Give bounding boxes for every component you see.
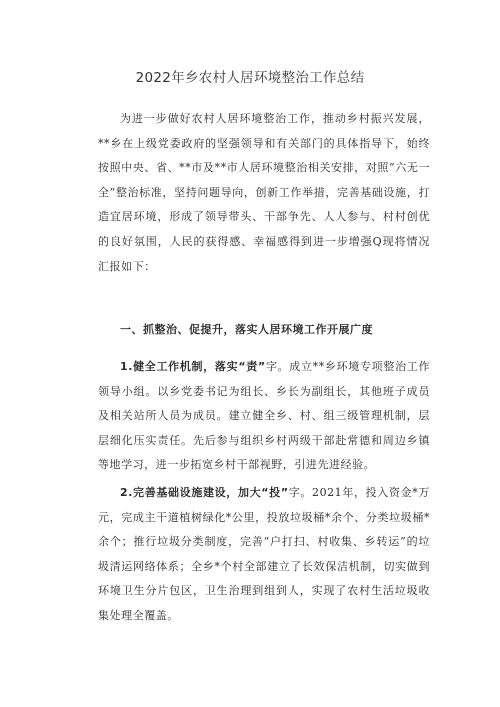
section-heading: 一、抓整治、促提升，落实人居环境工作开展广度 [120, 323, 373, 336]
document-title: 2022年乡农村人居环境整治工作总结 [135, 70, 365, 86]
item-2-text: 字。2021年，投入资金*万元，完成主干道植树绿化*公里，投放垃圾桶*余个、分类垃圾桶*余个；推行垃圾分类制度，完善“户打扫、村收集、乡转运”的垃圾清运网络体系；全乡*个村全部建立了长效保洁机制，切实做到环境卫生分片包区，卫生治理到组到人，实现了农村生活垃圾收集处理全覆盖。 [98, 486, 430, 622]
item-2-lead: 2.完善基础设施建设，加大“投” [120, 486, 289, 499]
intro-paragraph: 为进一步做好农村人居环境整治工作，推动乡村振兴发展，**乡在上级党委政府的坚强领导和有关部门的具体指导下，始终按照中央、省、**市及**市人居环境整治相关安排，对照“六无一全”整治标准，坚持问题导向，创新工作举措，完善基础设施，打造宜居环境，形成了领导带头、干部争先、人人参与、村村创优的良好氛围，人民的获得感、幸福感得到进一步增强Q现将情况汇报如下： [98, 112, 430, 273]
item-1-lead: 1.健全工作机制，落实“责” [120, 360, 266, 373]
item-2-paragraph [98, 481, 430, 629]
item-1-paragraph [98, 355, 430, 478]
item-1-text: 字。成立**乡环境专项整治工作领导小组。以乡党委书记为组长、乡长为副组长，其他班子成员及相关站所人员为成员。建立健全乡、村、组三级管理机制，层层细化压实责任。先后参与组织乡村两级干部赴常德和周边乡镇等地学习，进一步拓宽乡村干部视野，引进先进经验。 [98, 360, 431, 472]
